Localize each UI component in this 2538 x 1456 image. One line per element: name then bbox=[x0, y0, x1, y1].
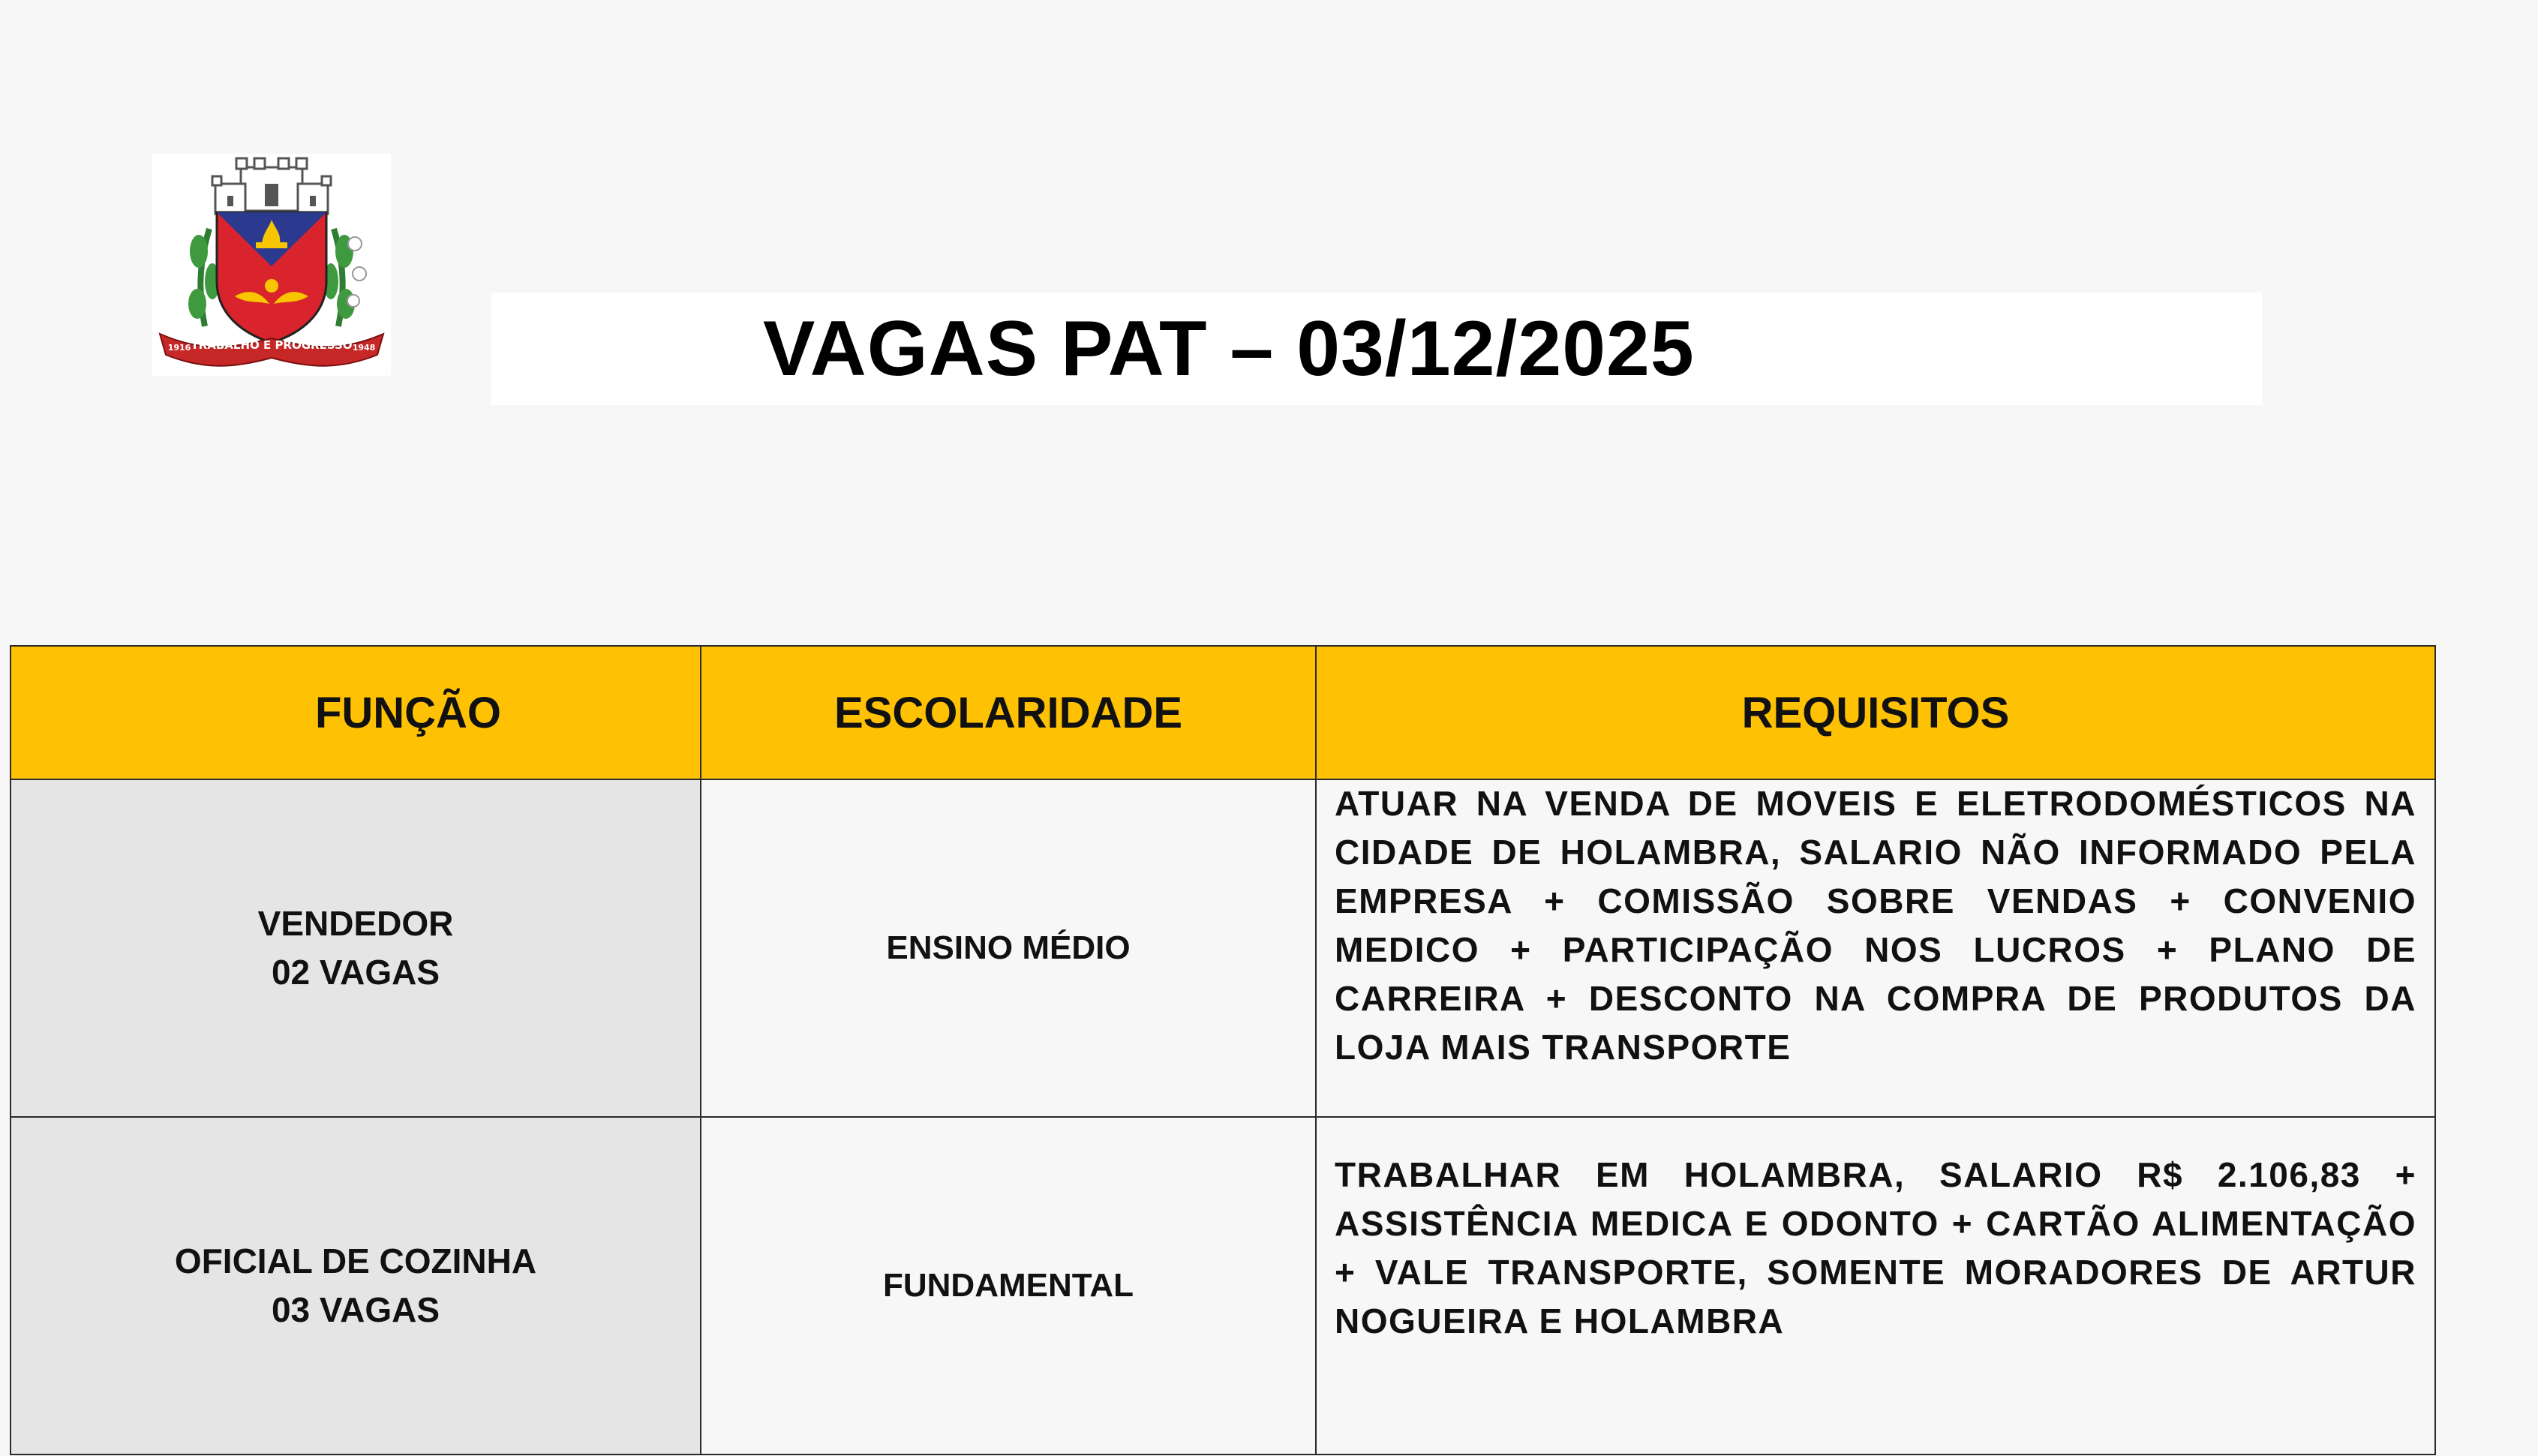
requirements-text: ATUAR NA VENDA DE MOVEIS E ELETRODOMÉSTICOS NA CIDADE DE HOLAMBRA, SALARIO NÃO INFORMADO PELA EMPRESA + COMISSÃO SOBRE VENDAS + CONVENIO MEDICO + PARTICIPAÇÃO NOS LUCROS + PLANO DE CARREIRA + DESCONTO NA COMPRA DE PRODUTOS DA LOJA MAIS TRANSPORTE bbox=[1335, 784, 2416, 1067]
page-title: VAGAS PAT – 03/12/2025 bbox=[763, 305, 1695, 392]
requisitos-cell bbox=[1316, 1117, 2435, 1454]
education-level: FUNDAMENTAL bbox=[882, 1267, 1134, 1304]
table-row bbox=[11, 1117, 2435, 1454]
job-title: OFICIAL DE COZINHA bbox=[174, 1241, 537, 1280]
job-openings-count: 03 VAGAS bbox=[271, 1290, 440, 1329]
funcao-cell bbox=[11, 779, 701, 1117]
column-header-escolaridade: ESCOLARIDADE bbox=[701, 646, 1316, 779]
title-box bbox=[491, 293, 2262, 405]
svg-text:1916: 1916 bbox=[167, 343, 191, 353]
job-openings-count: 02 VAGAS bbox=[271, 953, 440, 992]
job-title: VENDEDOR bbox=[257, 904, 454, 943]
column-header-requisitos: REQUISITOS bbox=[1316, 646, 2435, 779]
requisitos-cell bbox=[1316, 779, 2435, 1117]
escolaridade-cell bbox=[701, 1117, 1316, 1454]
svg-text:TRABALHO E PROGRESSO: TRABALHO E PROGRESSO bbox=[191, 338, 353, 352]
municipal-coat-of-arms-icon bbox=[152, 154, 391, 376]
table-header-row bbox=[11, 646, 2435, 779]
escolaridade-cell bbox=[701, 779, 1316, 1117]
table-row bbox=[11, 779, 2435, 1117]
requirements-text: TRABALHAR EM HOLAMBRA, SALARIO R$ 2.106,83 + ASSISTÊNCIA MEDICA E ODONTO + CARTÃO ALIMENTAÇÃO + VALE TRANSPORTE, SOMENTE MORADORES DE ARTUR NOGUEIRA E HOLAMBRA bbox=[1335, 1155, 2416, 1340]
svg-text:1948: 1948 bbox=[352, 343, 376, 353]
funcao-cell bbox=[11, 1117, 701, 1454]
education-level: ENSINO MÉDIO bbox=[886, 929, 1131, 966]
column-header-funcao: FUNÇÃO bbox=[11, 646, 701, 779]
job-openings-table bbox=[10, 645, 2436, 1455]
